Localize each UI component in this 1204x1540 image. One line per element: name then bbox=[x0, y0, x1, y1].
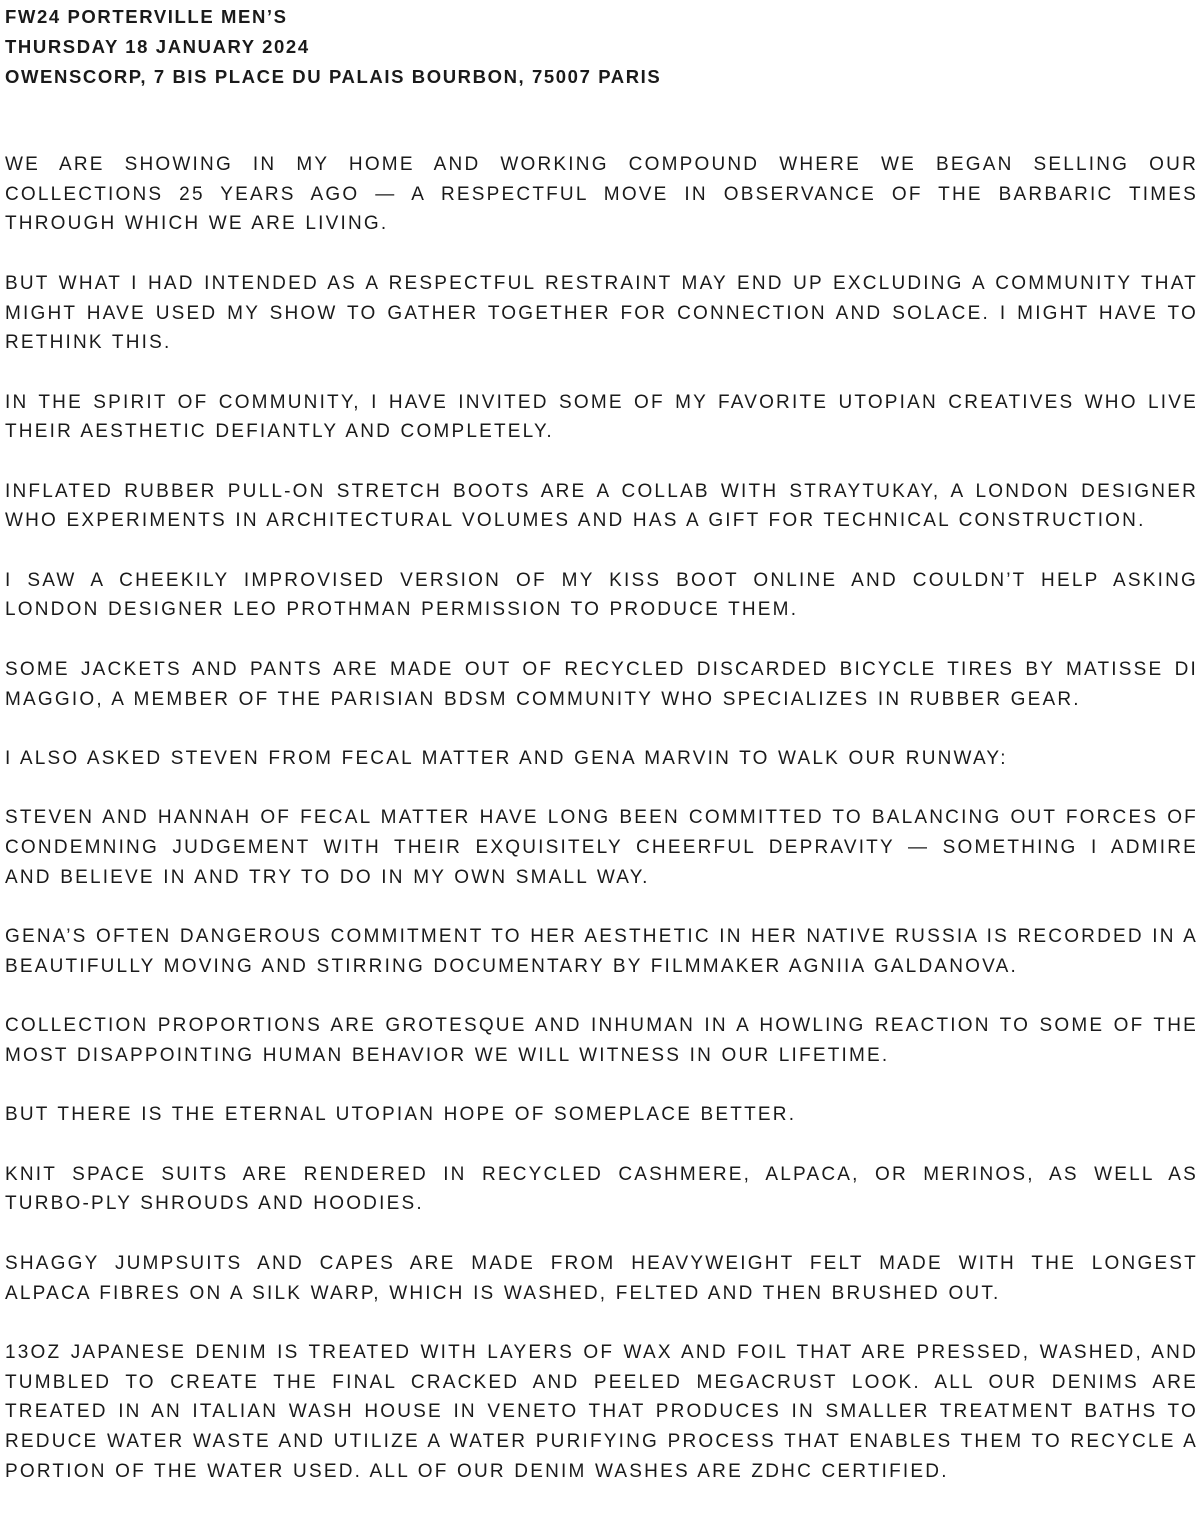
paragraph: IN THE SPIRIT OF COMMUNITY, I HAVE INVITED SOME OF MY FAVORITE UTOPIAN CREATIVES WHO LIVE THEIR AESTHETIC DEFIANTLY AND COMPLETELY. bbox=[5, 391, 1198, 443]
paragraph: I SAW A CHEEKILY IMPROVISED VERSION OF MY KISS BOOT ONLINE AND COULDN’T HELP ASKING LONDON DESIGNER LEO PROTHMAN PERMISSION TO PRODUCE THEM. bbox=[5, 569, 1198, 621]
paragraph: 13OZ JAPANESE DENIM IS TREATED WITH LAYERS OF WAX AND FOIL THAT ARE PRESSED, WASHED, AND TUMBLED TO CREATE THE FINAL CRACKED AND PEELED MEGACRUST LOOK. ALL OUR DENIMS ARE TREATED IN AN ITALIAN WASH HOUSE IN VENETO THAT PRODUCES IN SMALLER TREATMENT BATHS TO REDUCE WATER WASTE AND UTILIZE A WATER PURIFYING PROCESS THAT ENABLES THEM TO RECYCLE A PORTION OF THE WATER USED. ALL OF OUR DENIM WASHES ARE ZDHC CERTIFIED. bbox=[5, 1341, 1198, 1482]
press-release bbox=[5, 0, 1198, 1486]
paragraph: SOME JACKETS AND PANTS ARE MADE OUT OF RECYCLED DISCARDED BICYCLE TIRES BY MATISSE DI MAGGIO, A MEMBER OF THE PARISIAN BDSM COMMUNITY WHO SPECIALIZES IN RUBBER GEAR. bbox=[5, 658, 1198, 710]
paragraph: COLLECTION PROPORTIONS ARE GROTESQUE AND INHUMAN IN A HOWLING REACTION TO SOME OF THE MOST DISAPPOINTING HUMAN BEHAVIOR WE WILL WITNESS IN OUR LIFETIME. bbox=[5, 1015, 1198, 1066]
paragraph: STEVEN AND HANNAH OF FECAL MATTER HAVE LONG BEEN COMMITTED TO BALANCING OUT FORCES OF CONDEMNING JUDGEMENT WITH THEIR EXQUISITELY CHEERFUL DEPRAVITY — SOMETHING I ADMIRE AND BELIEVE IN AND TRY TO DO IN MY OWN SMALL WAY. bbox=[5, 807, 1198, 888]
paragraph: BUT THERE IS THE ETERNAL UTOPIAN HOPE OF SOMEPLACE BETTER. bbox=[5, 1104, 797, 1126]
paragraph: KNIT SPACE SUITS ARE RENDERED IN RECYCLED CASHMERE, ALPACA, OR MERINOS, AS WELL AS TURBO-PLY SHROUDS AND HOODIES. bbox=[5, 1163, 1198, 1215]
paragraph: SHAGGY JUMPSUITS AND CAPES ARE MADE FROM HEAVYWEIGHT FELT MADE WITH THE LONGEST ALPACA FIBRES ON A SILK WARP, WHICH IS WASHED, FELTED AND THEN BRUSHED OUT. bbox=[5, 1252, 1198, 1304]
paragraph: I ALSO ASKED STEVEN FROM FECAL MATTER AND GENA MARVIN TO WALK OUR RUNWAY: bbox=[5, 747, 1008, 769]
show-date: THURSDAY 18 JANUARY 2024 bbox=[5, 36, 310, 57]
paragraph: BUT WHAT I HAD INTENDED AS A RESPECTFUL RESTRAINT MAY END UP EXCLUDING A COMMUNITY THAT MIGHT HAVE USED MY SHOW TO GATHER TOGETHER FOR CONNECTION AND SOLACE. I MIGHT HAVE TO RETHINK THIS. bbox=[5, 272, 1198, 354]
paragraph: WE ARE SHOWING IN MY HOME AND WORKING COMPOUND WHERE WE BEGAN SELLING OUR COLLECTIONS 25 YEARS AGO — A RESPECTFUL MOVE IN OBSERVANCE OF THE BARBARIC TIMES THROUGH WHICH WE ARE LIVING. bbox=[5, 154, 1198, 235]
show-header bbox=[5, 2, 1198, 92]
collection-title: FW24 PORTERVILLE MEN’S bbox=[5, 6, 288, 27]
paragraph: INFLATED RUBBER PULL-ON STRETCH BOOTS ARE A COLLAB WITH STRAYTUKAY, A LONDON DESIGNER WHO EXPERIMENTS IN ARCHITECTURAL VOLUMES AND HAS A GIFT FOR TECHNICAL CONSTRUCTION. bbox=[5, 480, 1198, 532]
paragraph: GENA’S OFTEN DANGEROUS COMMITMENT TO HER AESTHETIC IN HER NATIVE RUSSIA IS RECORDED IN A BEAUTIFULLY MOVING AND STIRRING DOCUMENTARY BY FILMMAKER AGNIIA GALDANOVA. bbox=[5, 926, 1198, 977]
show-venue: OWENSCORP, 7 BIS PLACE DU PALAIS BOURBON, 75007 PARIS bbox=[5, 66, 662, 87]
show-notes bbox=[5, 150, 1198, 1486]
